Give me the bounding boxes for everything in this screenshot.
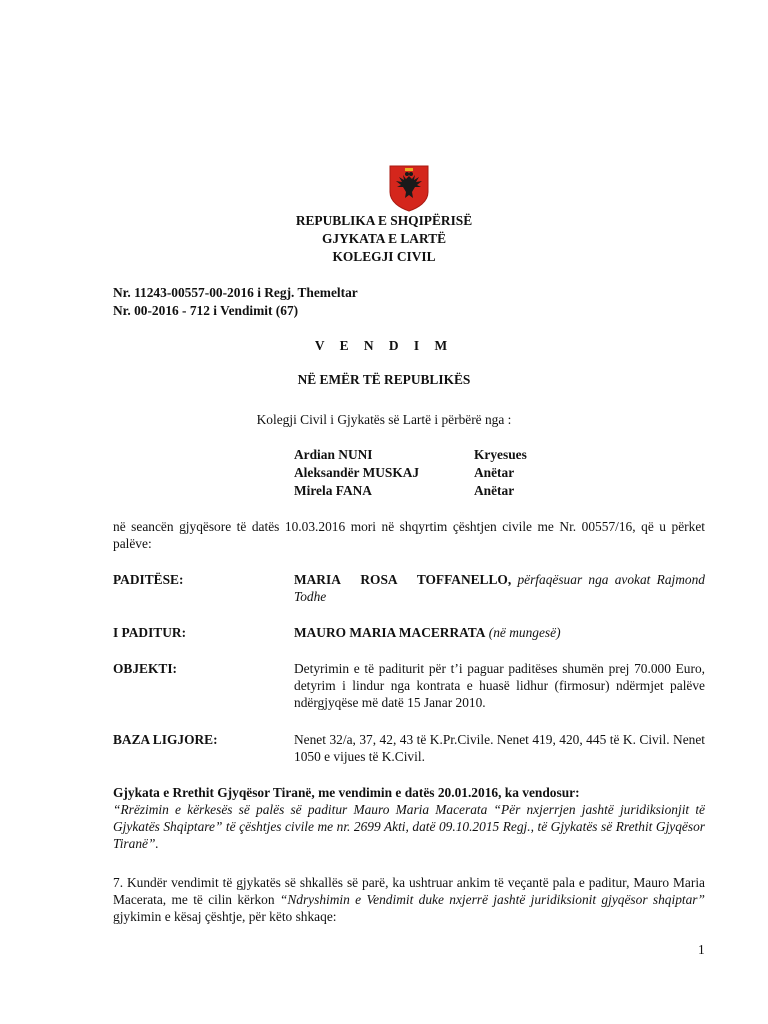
- paragraph-7-text-end: gjykimin e kësaj çështje, për këto shkaqe:: [113, 909, 337, 924]
- header-republic: REPUBLIKA E SHQIPËRISË: [295, 213, 473, 228]
- baza-ligjore-label: BAZA LIGJORE:: [113, 732, 218, 747]
- paragraph-7-quote: “Ndryshimin e Vendimit duke nxjerrë jashtë juridiksionit gjyqësor shqiptar”: [279, 892, 705, 907]
- panel-member-name: Aleksandër MUSKAJ: [294, 465, 420, 480]
- decision-number: Nr. 00-2016 - 712 i Vendimit (67): [113, 303, 299, 318]
- document-subtitle: NË EMËR TË REPUBLIKËS: [297, 372, 471, 387]
- panel-member-role: Anëtar: [474, 483, 515, 498]
- panel-intro: Kolegji Civil i Gjykatës së Lartë i përbërë nga :: [256, 412, 512, 427]
- header-court: GJYKATA E LARTË: [321, 231, 447, 246]
- page-number: 1: [698, 942, 705, 957]
- paditur-note: (në mungesë): [488, 625, 561, 640]
- albanian-coat-of-arms-icon: [388, 164, 430, 212]
- baza-ligjore-text: Nenet 32/a, 37, 42, 43 të K.Pr.Civile. Nenet 419, 420, 445 të K. Civil. Nenet 1050 e vijues të K.Civil.: [294, 732, 705, 764]
- panel-member-role: Kryesues: [474, 447, 527, 462]
- objekti-label: OBJEKTI:: [113, 661, 177, 676]
- panel-member-name: Mirela FANA: [294, 483, 372, 498]
- paditur-name: MAURO MARIA MACERRATA: [294, 625, 486, 640]
- court-header: [0, 212, 768, 266]
- ruling-heading: Gjykata e Rrethit Gjyqësor Tiranë, me vendimin e datës 20.01.2016, ka vendosur:: [113, 785, 580, 800]
- panel-member-name: Ardian NUNI: [294, 447, 373, 462]
- paditese-representation: përfaqësuar nga avokat Rajmond Todhe: [294, 572, 705, 604]
- paditur-value: [294, 624, 705, 641]
- register-number: Nr. 11243-00557-00-2016 i Regj. Themeltar: [113, 285, 358, 300]
- panel-member-role: Anëtar: [474, 465, 515, 480]
- session-paragraph: në seancën gjyqësore të datës 10.03.2016 mori në shqyrtim çështjen civile me Nr. 00557/16, që u përket palëve:: [113, 519, 705, 551]
- paditur-label: I PADITUR:: [113, 625, 187, 640]
- paragraph-7-text: 7. Kundër vendimit të gjykatës së shkallës së parë, ka ushtruar ankim të veçantë pala e paditur, Mauro Maria Macerata, me të cilin kërkon: [113, 875, 705, 907]
- paragraph-7: [113, 874, 705, 925]
- ruling-section: [113, 784, 705, 852]
- document-title: V E N D I M: [314, 338, 454, 353]
- objekti-text: Detyrimin e të paditurit për t’i paguar paditëses shumën prej 70.000 Euro, detyrim i lindur nga kontrata e huasë lidhur (firmosur) ndërmjet palëve ndërgjyqëse më datë 15 Janar 2010.: [294, 661, 705, 710]
- paditese-label: PADITËSE:: [113, 572, 184, 587]
- header-college: KOLEGJI CIVIL: [332, 249, 436, 264]
- ruling-quote: “Rrëzimin e kërkesës së palës së paditur Mauro Maria Macerata “Për nxjerrjen jashtë juridiksionjit të Gjykatës Shqiptare” të çështjes civile me nr. 2699 Akti, datë 09.10.2015 Regj., të Gjykatës së Rrethit Gjyqësor Tiranë”.: [113, 802, 705, 851]
- paditese-name: MARIA ROSA TOFFANELLO,: [294, 572, 512, 587]
- paditese-value: [294, 571, 705, 605]
